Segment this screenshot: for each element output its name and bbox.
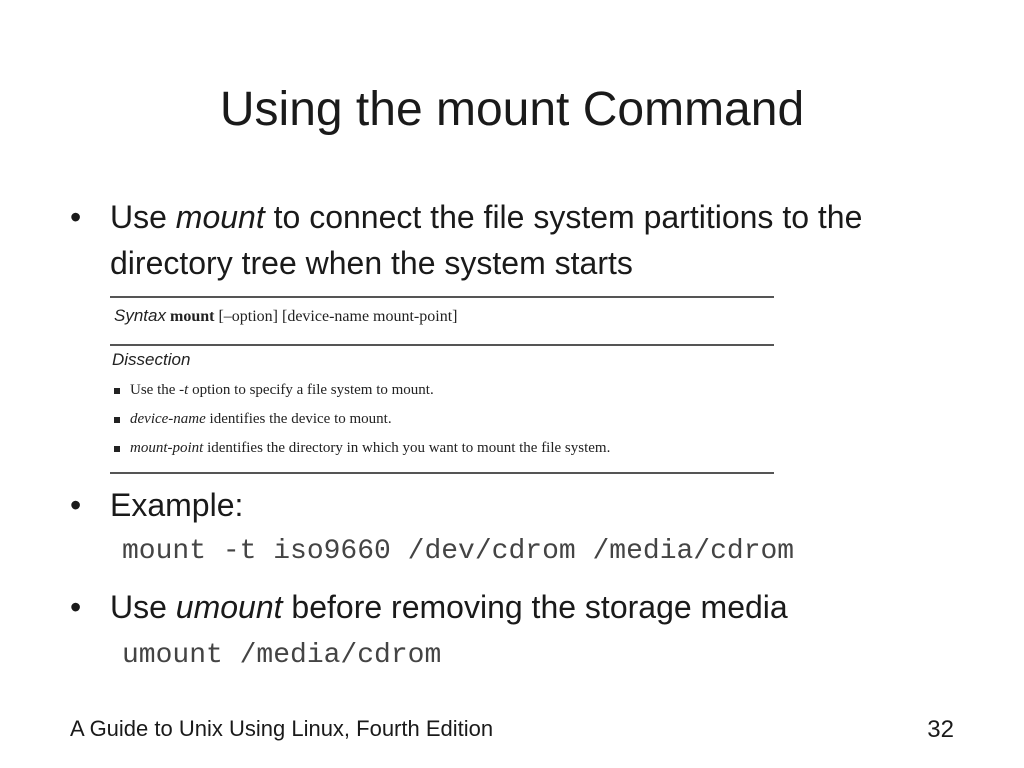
square-bullet-icon [114, 446, 120, 452]
page-number: 32 [927, 716, 954, 743]
dissection-item: device-name identifies the device to mount. [114, 411, 392, 428]
square-bullet-icon [114, 417, 120, 423]
square-bullet-icon [114, 388, 120, 394]
slide-title: Using the mount Command [219, 83, 805, 136]
bullet-text: Use mount to connect the file system partitions to the directory tree when the system starts [110, 199, 863, 281]
term-mount: mount [175, 199, 265, 235]
dissection-item: mount-point identifies the directory in which you want to mount the file system. [114, 440, 610, 457]
bullet-text: Example: [110, 487, 244, 523]
dissection-item: Use the -t option to specify a file system to mount. [114, 382, 434, 399]
syntax-command: mount [169, 308, 215, 325]
bullet-dot: • [70, 487, 82, 523]
bullet-mount [70, 194, 950, 286]
syntax-figure [110, 296, 774, 476]
dissection-label: Dissection [112, 350, 191, 369]
bullet-umount [70, 584, 950, 630]
footer-text: A Guide to Unix Using Linux, Fourth Edition [70, 716, 494, 741]
term-umount: umount [175, 589, 283, 625]
bullet-dot: • [70, 199, 82, 235]
divider [110, 472, 774, 474]
divider [110, 296, 774, 298]
code-example-mount: mount -t iso9660 /dev/cdrom /media/cdrom [122, 536, 795, 567]
bullet-example [70, 482, 950, 528]
syntax-line [114, 306, 457, 326]
syntax-label: Syntax [114, 306, 166, 325]
bullet-text: Use umount before removing the storage media [110, 589, 788, 625]
divider [110, 344, 774, 346]
syntax-args: [–option] [device-name mount-point] [218, 308, 458, 325]
code-example-umount: umount /media/cdrom [122, 640, 442, 671]
bullet-dot: • [70, 589, 82, 625]
